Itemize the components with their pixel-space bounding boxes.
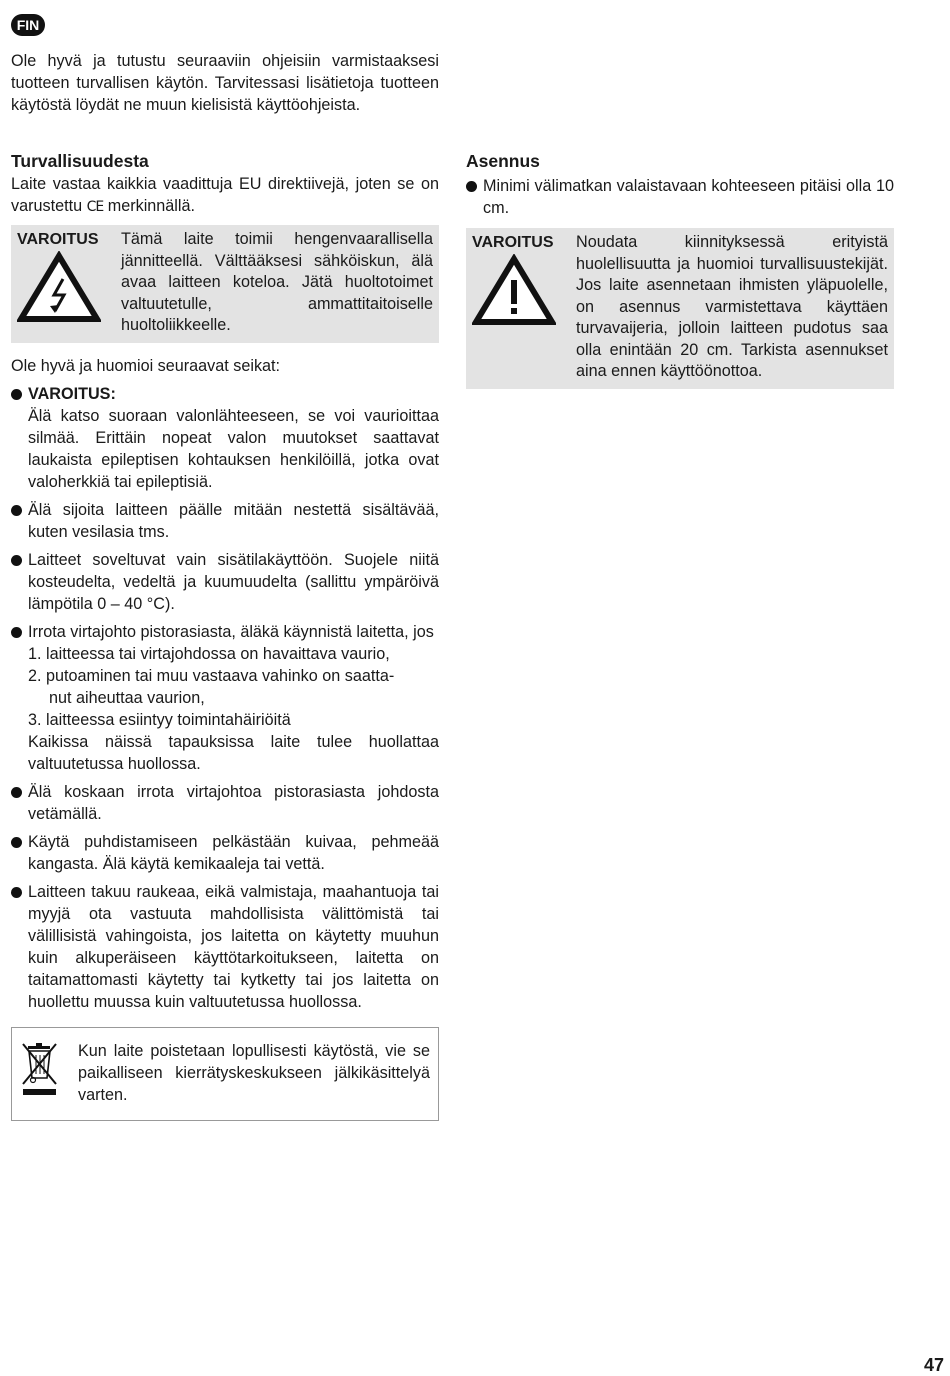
safety-heading: Turvallisuudesta bbox=[11, 151, 149, 171]
safety-intro-before: Laite vastaa kaikkia vaadittuja EU direktiivejä, joten se on varustettu bbox=[11, 175, 439, 215]
list-item: Minimi välimatkan valaistavaan kohteeseen pitäisi olla 10 cm. bbox=[466, 175, 894, 219]
warning-triangle-icon bbox=[472, 254, 556, 326]
language-badge: FIN bbox=[11, 14, 45, 36]
list-item: Laitteet soveltuvat vain sisätilakäyttöön. Suojele niitä kosteudelta, vedeltä ja kuumuudelta (sallittu ympäröivä lämpötila 0 – 40 °C). bbox=[11, 549, 439, 615]
bullet-text: Kaikissa näissä tapauksissa laite tulee huollattaa valtuutetussa huollossa. bbox=[28, 732, 439, 773]
recycling-box bbox=[11, 1027, 439, 1121]
high-voltage-icon bbox=[17, 251, 101, 323]
warning-text: Tämä laite toimii hengenvaarallisella jännitteellä. Välttääksesi sähköiskun, älä avaa laitteen koteloa. Jätä huoltotoimet valtuutetulle, ammattitaitoiselle huoltoliikkeelle. bbox=[121, 230, 433, 334]
list-item: Käytä puhdistamiseen pelkästään kuivaa, pehmeää kangasta. Älä käytä kemikaaleja tai vettä. bbox=[11, 831, 439, 875]
safety-section bbox=[11, 149, 439, 1121]
weee-bin-icon bbox=[20, 1040, 60, 1098]
mounting-warning-box bbox=[466, 228, 894, 389]
mounting-bullet-list bbox=[466, 175, 894, 219]
mounting-section bbox=[466, 149, 894, 389]
list-item: Älä koskaan irrota virtajohtoa pistorasiasta johdosta vetämällä. bbox=[11, 781, 439, 825]
list-item: Laitteen takuu raukeaa, eikä valmistaja, maahantuoja tai myyjä ota vastuuta mahdollisista välittömistä tai välillisistä vahingoista, jos laitetta on käytetty muuhun kuin alkuperäiseen käyttötarkoitukseen, laitetta on taitamattomasti käytetty tai kytketty tai jos laitetta on huollettu muussa kuin valtuutetussa huollossa. bbox=[11, 881, 439, 1013]
note-text: Ole hyvä ja huomioi seuraavat seikat: bbox=[11, 356, 281, 375]
safety-bullet-list bbox=[11, 383, 439, 1013]
bullet-text: Irrota virtajohto pistorasiasta, äläkä käynnistä laitetta, jos bbox=[28, 622, 434, 641]
list-item bbox=[11, 621, 439, 775]
recycling-text: Kun laite poistetaan lopullisesti käytöstä, vie se paikalliseen kierrätyskeskukseen jälkikäsittelyä varten. bbox=[78, 1041, 430, 1104]
numbered-item: 2. putoaminen tai muu vastaava vahinko on saatta- bbox=[28, 666, 395, 685]
warning-text: Noudata kiinnityksessä erityistä huolellisuutta ja huomioi turvallisuustekijät. Jos laite asennetaan ihmisten yläpuolelle, on asennus varmistettava käyttäen turvavaijeria, jolloin laitteen pudotus saa olla enintään 20 cm. Tarkista asennukset aina ennen käyttöönottoa. bbox=[576, 233, 888, 380]
electric-warning-box bbox=[11, 225, 439, 343]
warning-label: VAROITUS bbox=[17, 231, 99, 248]
numbered-item-continuation: nut aiheuttaa vaurion, bbox=[49, 688, 205, 707]
safety-intro bbox=[11, 173, 439, 218]
warning-label: VAROITUS bbox=[472, 234, 554, 251]
numbered-item: 3. laitteessa esiintyy toimintahäiriöitä bbox=[28, 710, 291, 729]
safety-intro-after: merkinnällä. bbox=[107, 197, 195, 215]
bullet-text: Älä katso suoraan valonlähteeseen, se voi vaurioittaa silmää. Erittäin nopeat valon muutokset saattavat laukaista epileptisen kohtauksen henkilöillä, jotka ovat valoherkkiä tai epileptisiä. bbox=[28, 406, 439, 491]
numbered-item: 1. laitteessa tai virtajohdossa on havaittava vaurio, bbox=[28, 644, 390, 663]
list-item: Älä sijoita laitteen päälle mitään nestettä sisältävää, kuten vesilasia tms. bbox=[11, 499, 439, 543]
intro-text: Ole hyvä ja tutustu seuraaviin ohjeisiin varmistaaksesi tuotteen turvallisen käytön. Tarvitessasi lisätietoja tuotteen käytöstä löydät ne muun kielisistä käyttöohjeista. bbox=[11, 52, 439, 114]
mounting-heading: Asennus bbox=[466, 151, 540, 171]
list-item bbox=[11, 383, 439, 493]
bullet-warning-label: VAROITUS: bbox=[28, 384, 116, 403]
page-number: 47 bbox=[923, 1355, 944, 1375]
ce-mark: CE bbox=[86, 199, 104, 215]
